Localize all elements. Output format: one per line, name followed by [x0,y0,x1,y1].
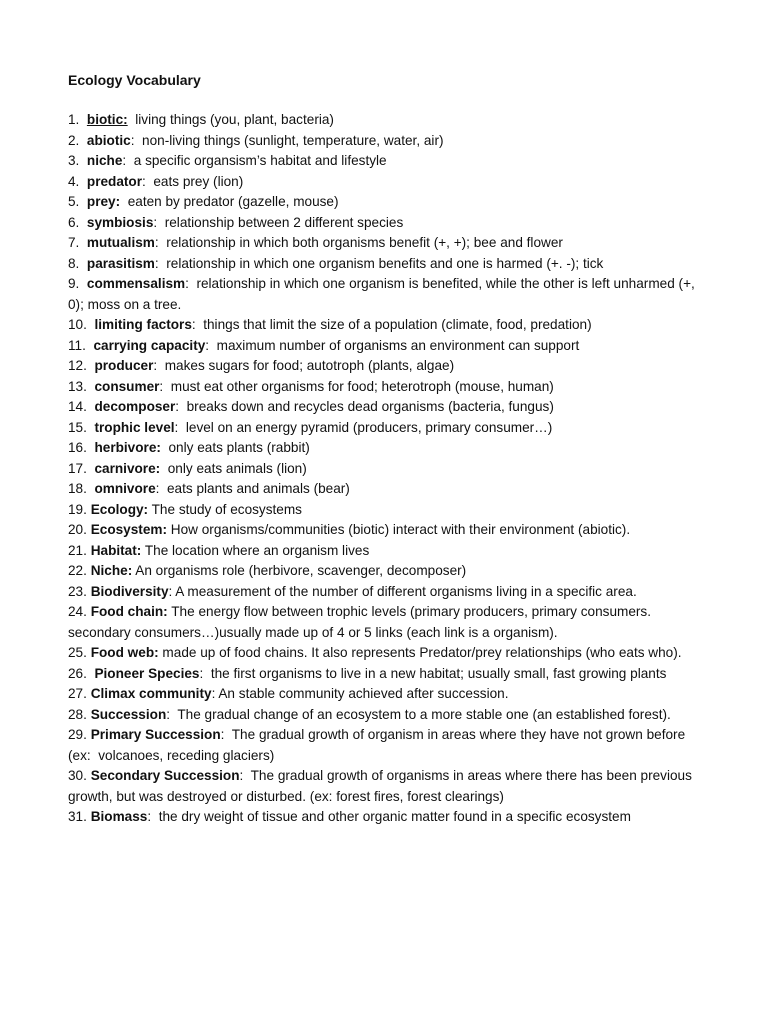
entry-number: 28. [68,706,91,722]
entry-term: predator [86,173,143,189]
entry-definition: only eats plants (rabbit) [160,440,310,455]
entry-term: Biodiversity [90,583,169,599]
entry-number: 25. [68,645,91,660]
entry-term: Primary Succession [90,727,221,742]
entry-number: 16. [68,440,95,455]
entry-definition: The location where an organism lives [141,542,370,558]
entry-definition: living things (you, plant, bacteria) [127,112,334,127]
entry-number: 4. [68,173,87,189]
entry-term: mutualism [86,235,155,250]
vocabulary-entry [68,233,708,254]
entry-definition: : eats plants and animals (bear) [155,481,350,496]
vocabulary-entry [68,131,708,152]
vocabulary-entry [68,356,708,377]
entry-definition: : The gradual growth of organism in areas where they have not grown before (ex: volcanoes, receding glaciers) [68,727,689,763]
entry-definition: made up of food chains. It also represents Predator/prey relationships (who eats who). [158,645,682,660]
entry-number: 17. [68,460,95,476]
entry-definition: : the first organisms to live in a new habitat; usually small, fast growing plants [199,665,667,681]
entry-term: Pioneer Species [94,665,200,681]
vocabulary-entry [68,500,708,521]
vocabulary-entry [68,377,708,398]
entry-definition: : The gradual growth of organisms in areas where there has been previous growth, but was destroyed or disturbed. (ex: forest fires, forest clearings) [68,768,696,804]
vocabulary-entry [68,438,708,459]
vocabulary-entry [68,274,708,315]
entry-term: Food chain: [90,604,168,619]
entry-number: 18. [68,481,95,496]
entry-number: 26. [68,665,95,681]
vocabulary-entry [68,643,708,664]
vocabulary-entry [68,479,708,500]
entry-definition: : The gradual change of an ecosystem to a more stable one (an established forest). [166,706,671,722]
vocabulary-entry [68,664,708,685]
entry-number: 15. [68,419,95,435]
entry-term: Secondary Succession [90,768,240,783]
entry-term: niche [86,153,123,168]
entry-number: 13. [68,378,95,394]
entry-definition: : level on an energy pyramid (producers, primary consumer…) [174,419,553,435]
entry-definition: only eats animals (lion) [160,460,307,476]
entry-number: 5. [68,194,87,209]
vocabulary-entry [68,705,708,726]
entry-definition: How organisms/communities (biotic) interact with their environment (abiotic). [167,522,631,537]
entry-definition: : things that limit the size of a population (climate, food, predation) [191,317,592,332]
entry-definition: : A measurement of the number of different organisms living in a specific area. [168,583,637,599]
entry-term: Succession [90,706,167,722]
entry-number: 22. [68,563,91,578]
entry-term: Climax community [90,686,212,701]
entry-term: decomposer [94,399,176,414]
vocabulary-entry [68,213,708,234]
entry-term: symbiosis [86,214,154,230]
entry-term: Habitat: [90,542,142,558]
vocabulary-entry [68,418,708,439]
entry-number: 21. [68,542,91,558]
entry-number: 2. [68,132,87,148]
entry-term: omnivore [94,481,156,496]
entry-number: 8. [68,255,87,271]
entry-term: prey: [86,194,121,209]
entry-definition: : must eat other organisms for food; heterotroph (mouse, human) [159,378,554,394]
entry-number: 3. [68,153,87,168]
entry-definition: : maximum number of organisms an environment can support [205,337,580,353]
entry-term: Ecology: [90,501,149,517]
vocabulary-entry [68,602,708,643]
entry-number: 27. [68,686,91,701]
entry-term: commensalism [86,276,186,291]
entry-definition: : An stable community achieved after succession. [211,686,509,701]
vocabulary-entry [68,110,708,131]
vocabulary-list [68,110,708,828]
vocabulary-entry [68,561,708,582]
entry-number: 7. [68,235,87,250]
vocabulary-entry [68,520,708,541]
vocabulary-entry [68,172,708,193]
vocabulary-entry [68,725,708,766]
entry-number: 30. [68,768,91,783]
vocabulary-entry [68,684,708,705]
entry-definition: : relationship between 2 different species [153,214,404,230]
entry-term: parasitism [86,255,155,271]
vocabulary-entry [68,397,708,418]
vocabulary-entry [68,254,708,275]
vocabulary-entry [68,807,708,828]
entry-number: 29. [68,727,91,742]
entry-term: Ecosystem: [90,522,167,537]
vocabulary-entry [68,541,708,562]
entry-term: carnivore: [94,460,161,476]
entry-definition: : breaks down and recycles dead organisms (bacteria, fungus) [175,399,554,414]
entry-term: Biomass [90,809,148,824]
entry-definition: : relationship in which one organism benefits and one is harmed (+. -); tick [154,255,604,271]
entry-number: 20. [68,522,91,537]
entry-term: limiting factors [94,317,192,332]
entry-definition: : relationship in which both organisms benefit (+, +); bee and flower [154,235,563,250]
entry-term: Food web: [90,645,159,660]
vocabulary-entry [68,192,708,213]
vocabulary-entry [68,766,708,807]
document-page [68,70,708,828]
vocabulary-entry [68,582,708,603]
entry-definition: : eats prey (lion) [142,173,244,189]
entry-definition: : the dry weight of tissue and other organic matter found in a specific ecosystem [147,809,631,824]
entry-definition: An organisms role (herbivore, scavenger, decomposer) [132,563,467,578]
entry-term: herbivore: [94,440,161,455]
entry-term: trophic level [94,419,175,435]
entry-term: biotic: [86,112,128,127]
entry-term: consumer [94,378,160,394]
entry-number: 24. [68,604,91,619]
entry-number: 11. [68,337,94,353]
entry-number: 10. [68,317,95,332]
entry-number: 19. [68,501,91,517]
entry-term: producer [94,358,154,373]
entry-term: abiotic [86,132,131,148]
entry-number: 1. [68,112,87,127]
entry-number: 6. [68,214,87,230]
vocabulary-entry [68,151,708,172]
vocabulary-entry [68,315,708,336]
entry-number: 14. [68,399,95,414]
entry-definition: The study of ecosystems [148,501,302,517]
entry-definition: The energy flow between trophic levels (primary producers, primary consumers. secondary consumers…)usually made up of 4 or 5 links (each link is a organism). [68,604,655,640]
entry-number: 31. [68,809,91,824]
entry-definition: : non-living things (sunlight, temperature, water, air) [130,132,444,148]
document-title: Ecology Vocabulary [68,72,201,88]
entry-number: 23. [68,583,91,599]
entry-number: 12. [68,358,95,373]
vocabulary-entry [68,336,708,357]
entry-definition: : relationship in which one organism is benefited, while the other is left unharmed (+, 0); moss on a tree. [68,276,699,312]
entry-definition: : a specific organsism’s habitat and lifestyle [122,153,387,168]
entry-definition: : makes sugars for food; autotroph (plants, algae) [153,358,455,373]
entry-term: carrying capacity [93,337,206,353]
entry-definition: eaten by predator (gazelle, mouse) [120,194,339,209]
entry-term: Niche: [90,563,133,578]
vocabulary-entry [68,459,708,480]
entry-number: 9. [68,276,87,291]
